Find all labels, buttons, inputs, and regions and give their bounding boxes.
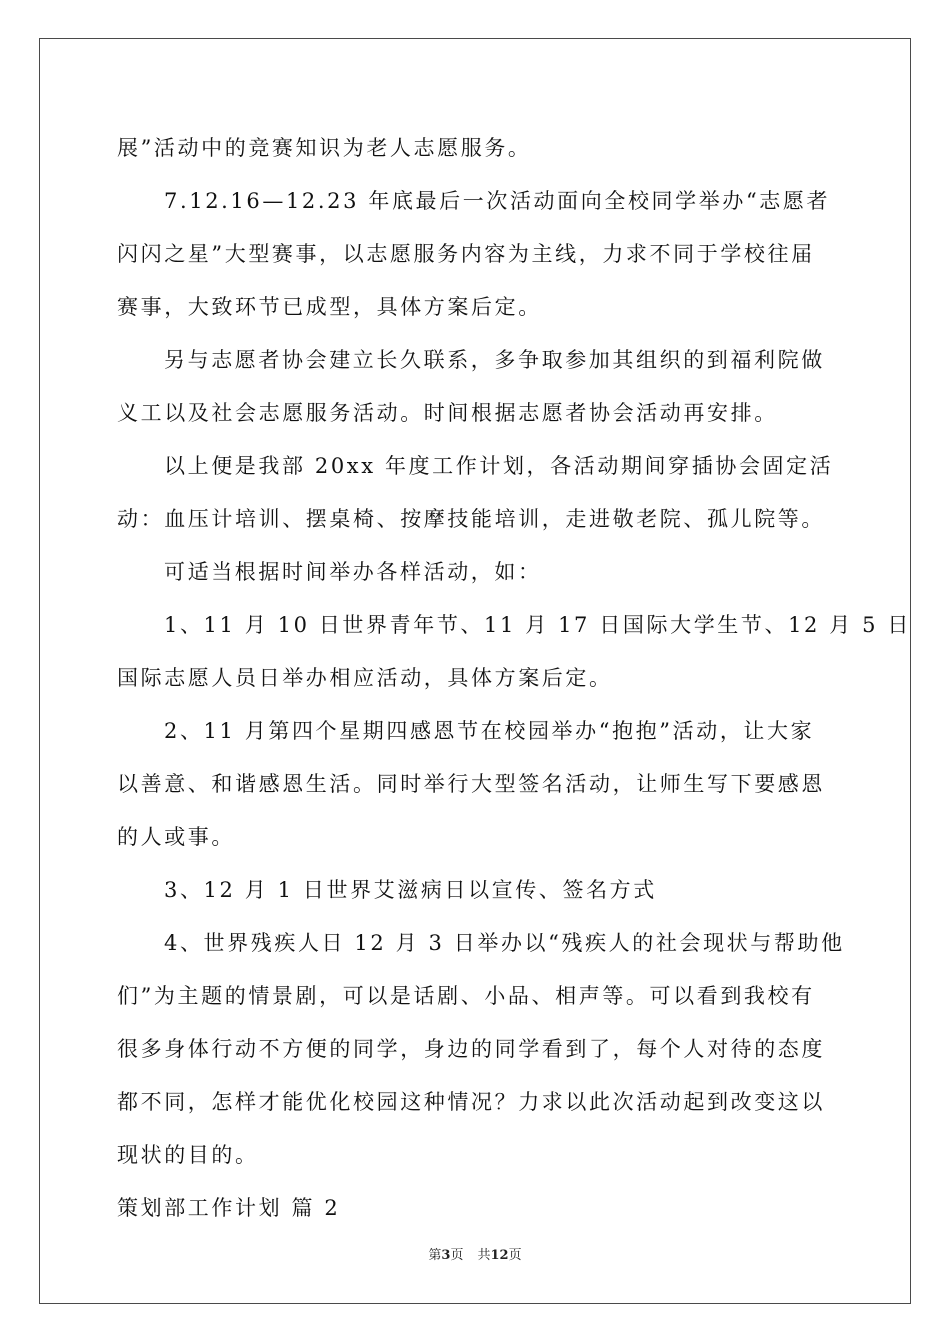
text-line: 可适当根据时间举办各样活动，如：: [164, 560, 542, 584]
text-line: 闪闪之星”大型赛事，以志愿服务内容为主线，力求不同于学校往届: [117, 242, 815, 266]
text-line: 4、世界残疾人日 12 月 3 日举办以“残疾人的社会现状与帮助他: [164, 931, 845, 955]
text-line: 都不同，怎样才能优化校园这种情况？力求以此次活动起到改变这以: [117, 1090, 825, 1114]
text-line: 义工以及社会志愿服务活动。时间根据志愿者协会活动再安排。: [117, 401, 778, 425]
text-line: 现状的目的。: [117, 1143, 259, 1167]
text-line: 策划部工作计划 篇 2: [117, 1196, 341, 1220]
text-line: 动：血压计培训、摆桌椅、按摩技能培训，走进敬老院、孤儿院等。: [117, 507, 825, 531]
text-line: 1、11 月 10 日世界青年节、11 月 17 日国际大学生节、12 月 5 日: [164, 613, 912, 637]
text-line: 另与志愿者协会建立长久联系，多争取参加其组织的到福利院做: [164, 348, 825, 372]
text-line: 以上便是我部 20xx 年度工作计划，各活动期间穿插协会固定活: [164, 454, 834, 478]
page-number-prefix: 第: [428, 1248, 442, 1263]
page-number-suffix: 页: [450, 1248, 464, 1263]
text-line: 7.12.16—12.23 年底最后一次活动面向全校同学举办“志愿者: [164, 189, 831, 213]
document-body: [117, 122, 912, 1235]
page-total-count: 12: [490, 1248, 509, 1263]
page-footer: [0, 1244, 950, 1263]
page-number-current: 3: [441, 1248, 451, 1263]
text-line: 赛事，大致环节已成型，具体方案后定。: [117, 295, 542, 319]
page-total-suffix: 页: [508, 1248, 522, 1263]
text-line: 2、11 月第四个星期四感恩节在校园举办“抱抱”活动，让大家: [164, 719, 815, 743]
text-line: 国际志愿人员日举办相应活动，具体方案后定。: [117, 666, 613, 690]
text-line: 们”为主题的情景剧，可以是话剧、小品、相声等。可以看到我校有: [117, 984, 815, 1008]
text-line: 的人或事。: [117, 825, 235, 849]
text-line: 很多身体行动不方便的同学，身边的同学看到了，每个人对待的态度: [117, 1037, 825, 1061]
text-line: 以善意、和谐感恩生活。同时举行大型签名活动，让师生写下要感恩: [117, 772, 825, 796]
text-line: 展”活动中的竞赛知识为老人志愿服务。: [117, 136, 532, 160]
text-line: 3、12 月 1 日世界艾滋病日以宣传、签名方式: [164, 878, 657, 902]
page-total-prefix: 共: [477, 1248, 491, 1263]
